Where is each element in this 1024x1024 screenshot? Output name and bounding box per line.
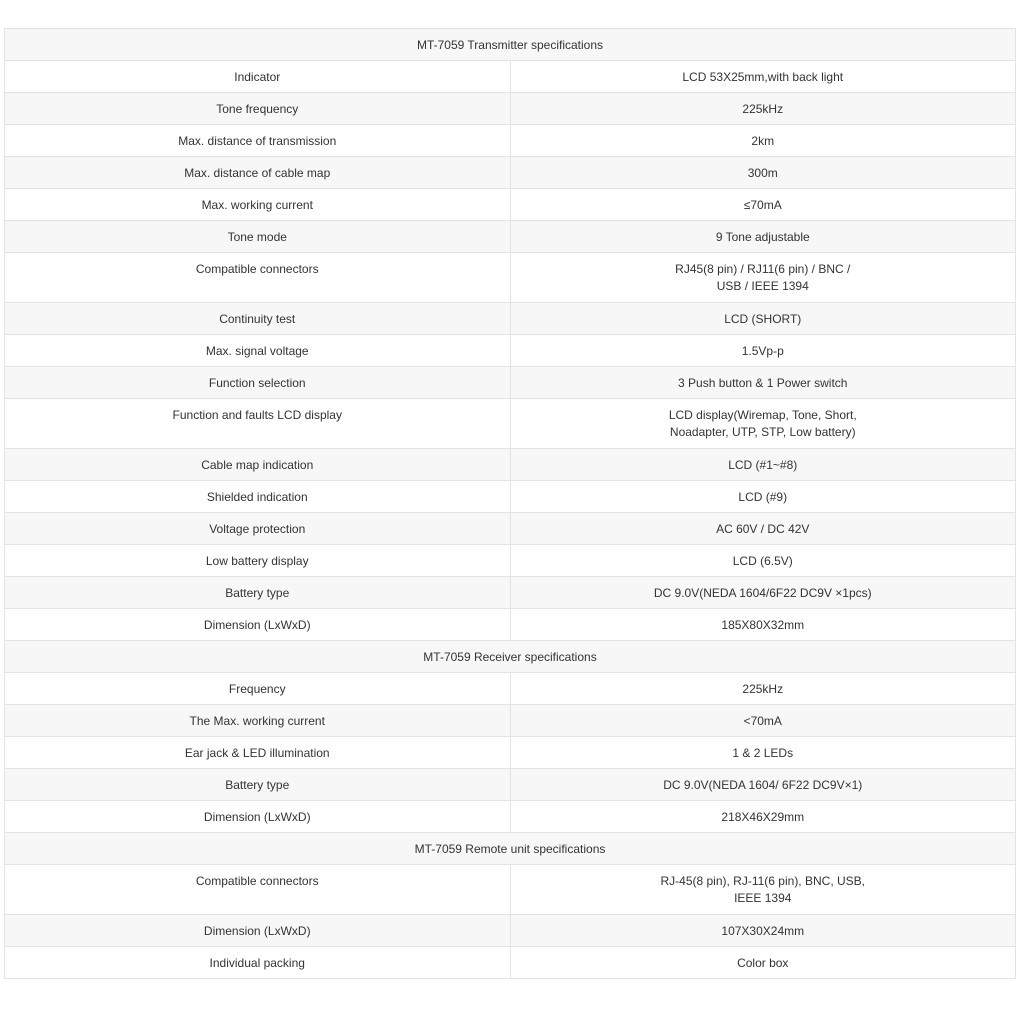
spec-label: Dimension (LxWxD) <box>5 801 511 833</box>
spec-value: 9 Tone adjustable <box>510 221 1016 253</box>
table-row <box>5 125 1016 157</box>
table-row <box>5 335 1016 367</box>
spec-label: Battery type <box>5 769 511 801</box>
spec-value: LCD 53X25mm,with back light <box>510 61 1016 93</box>
spec-label: Tone frequency <box>5 93 511 125</box>
table-row <box>5 189 1016 221</box>
spec-label: The Max. working current <box>5 705 511 737</box>
spec-table <box>4 28 1016 979</box>
spec-label: Dimension (LxWxD) <box>5 915 511 947</box>
table-row <box>5 769 1016 801</box>
table-row <box>5 367 1016 399</box>
table-row <box>5 915 1016 947</box>
table-row <box>5 93 1016 125</box>
spec-label: Continuity test <box>5 303 511 335</box>
spec-value-line: IEEE 1394 <box>734 891 792 905</box>
spec-value: LCD (SHORT) <box>510 303 1016 335</box>
spec-label: Function and faults LCD display <box>5 399 511 449</box>
spec-label: Dimension (LxWxD) <box>5 609 511 641</box>
table-row <box>5 705 1016 737</box>
spec-label: Indicator <box>5 61 511 93</box>
spec-label: Max. working current <box>5 189 511 221</box>
spec-value: 1.5Vp-p <box>510 335 1016 367</box>
spec-value <box>510 865 1016 915</box>
spec-value: DC 9.0V(NEDA 1604/ 6F22 DC9V×1) <box>510 769 1016 801</box>
spec-label: Tone mode <box>5 221 511 253</box>
table-row <box>5 221 1016 253</box>
table-row <box>5 157 1016 189</box>
table-row <box>5 303 1016 335</box>
spec-label: Function selection <box>5 367 511 399</box>
spec-value: 107X30X24mm <box>510 915 1016 947</box>
spec-value <box>510 253 1016 303</box>
spec-value: 225kHz <box>510 93 1016 125</box>
spec-value: DC 9.0V(NEDA 1604/6F22 DC9V ×1pcs) <box>510 577 1016 609</box>
table-row <box>5 545 1016 577</box>
spec-label: Ear jack & LED illumination <box>5 737 511 769</box>
section-header-transmitter <box>5 29 1016 61</box>
table-row <box>5 481 1016 513</box>
spec-value <box>510 399 1016 449</box>
table-row <box>5 513 1016 545</box>
table-row <box>5 253 1016 303</box>
section-title: MT-7059 Remote unit specifications <box>5 833 1016 865</box>
table-row <box>5 577 1016 609</box>
table-row <box>5 61 1016 93</box>
spec-value-line: USB / IEEE 1394 <box>716 279 809 293</box>
spec-value: LCD (6.5V) <box>510 545 1016 577</box>
spec-value-line: Noadapter, UTP, STP, Low battery) <box>669 425 856 439</box>
spec-value-line: RJ-45(8 pin), RJ-11(6 pin), BNC, USB, <box>660 874 865 888</box>
spec-label: Compatible connectors <box>5 865 511 915</box>
spec-label: Compatible connectors <box>5 253 511 303</box>
section-header-receiver <box>5 641 1016 673</box>
spec-value: ≤70mA <box>510 189 1016 221</box>
spec-value-line: LCD display(Wiremap, Tone, Short, <box>668 408 857 422</box>
section-header-remote <box>5 833 1016 865</box>
spec-value: LCD (#1~#8) <box>510 449 1016 481</box>
table-row <box>5 609 1016 641</box>
spec-value: <70mA <box>510 705 1016 737</box>
spec-label: Voltage protection <box>5 513 511 545</box>
spec-value: 1 & 2 LEDs <box>510 737 1016 769</box>
spec-value: Color box <box>510 947 1016 979</box>
spec-label: Frequency <box>5 673 511 705</box>
section-title: MT-7059 Receiver specifications <box>5 641 1016 673</box>
table-row <box>5 399 1016 449</box>
spec-label: Battery type <box>5 577 511 609</box>
spec-value: LCD (#9) <box>510 481 1016 513</box>
spec-value: 218X46X29mm <box>510 801 1016 833</box>
section-title: MT-7059 Transmitter specifications <box>5 29 1016 61</box>
spec-value: 3 Push button & 1 Power switch <box>510 367 1016 399</box>
spec-label: Individual packing <box>5 947 511 979</box>
spec-value: 185X80X32mm <box>510 609 1016 641</box>
spec-value: AC 60V / DC 42V <box>510 513 1016 545</box>
table-row <box>5 449 1016 481</box>
table-row <box>5 801 1016 833</box>
table-row <box>5 865 1016 915</box>
table-row <box>5 673 1016 705</box>
spec-value: 300m <box>510 157 1016 189</box>
spec-label: Max. distance of cable map <box>5 157 511 189</box>
spec-label: Cable map indication <box>5 449 511 481</box>
table-row <box>5 737 1016 769</box>
table-row <box>5 947 1016 979</box>
spec-label: Shielded indication <box>5 481 511 513</box>
spec-label: Max. distance of transmission <box>5 125 511 157</box>
spec-label: Max. signal voltage <box>5 335 511 367</box>
spec-label: Low battery display <box>5 545 511 577</box>
spec-value: 225kHz <box>510 673 1016 705</box>
spec-value-line: RJ45(8 pin) / RJ11(6 pin) / BNC / <box>675 262 851 276</box>
spec-value: 2km <box>510 125 1016 157</box>
